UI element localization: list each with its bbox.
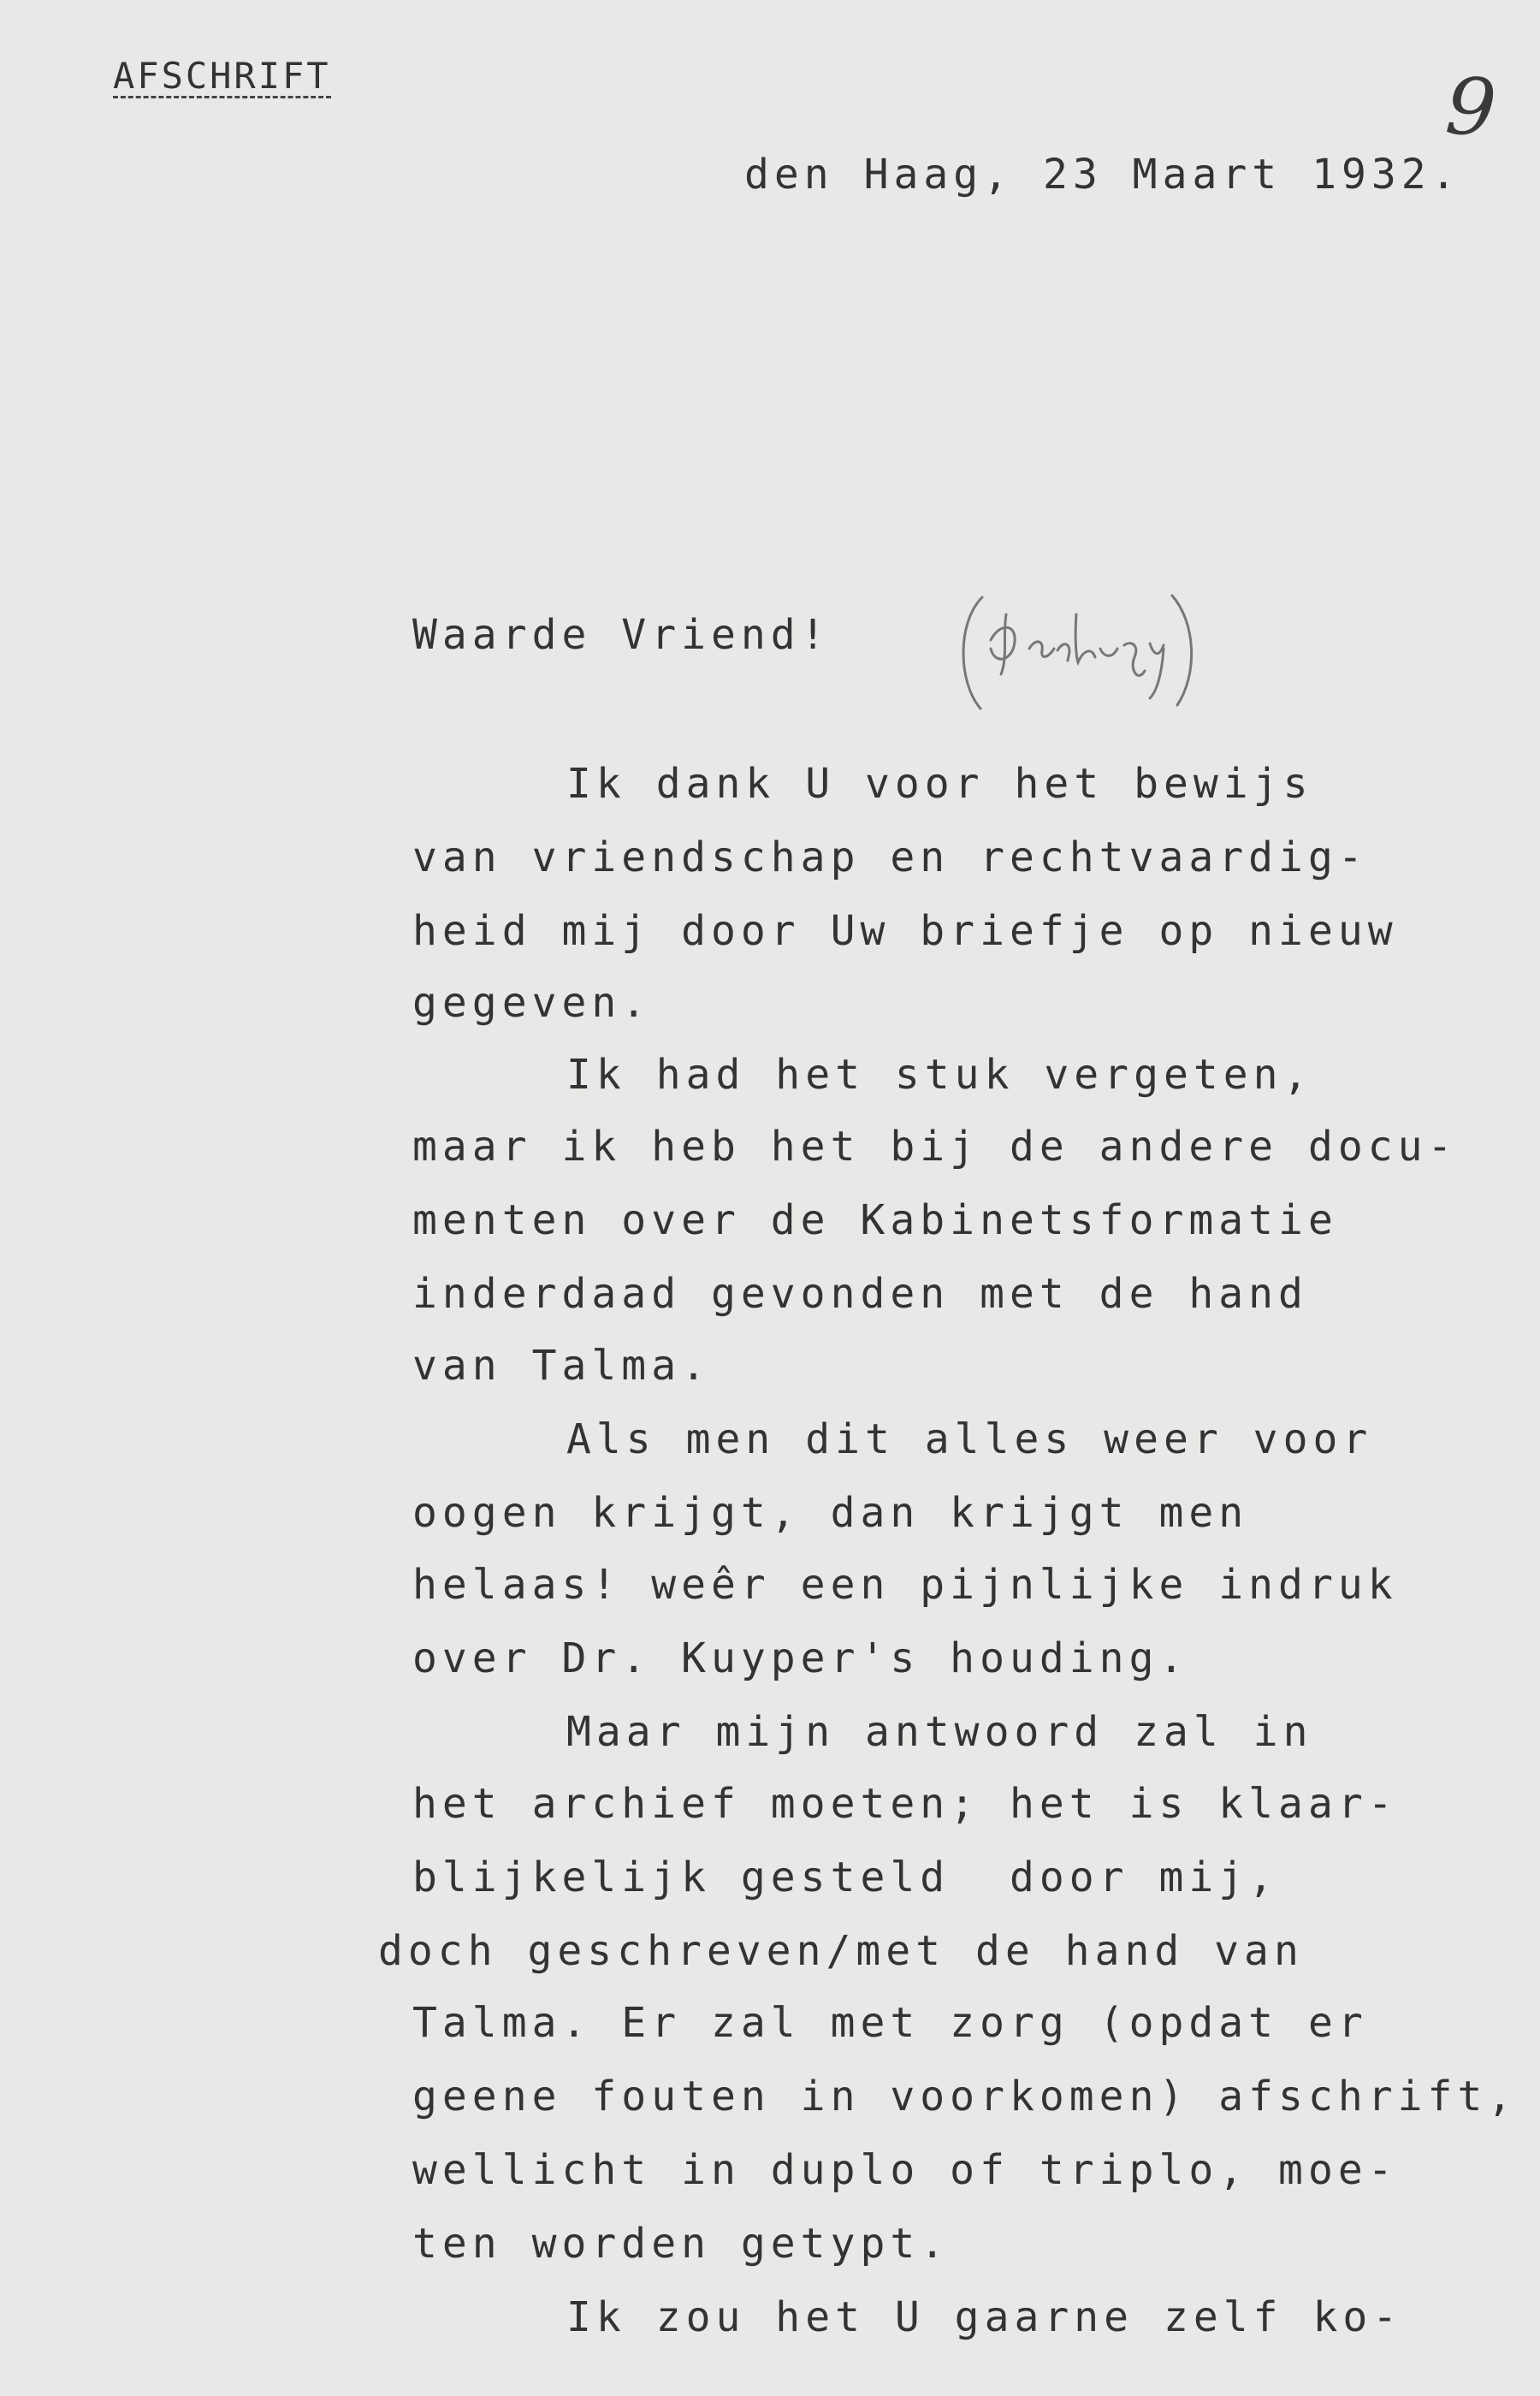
letter-line-17: doch geschreven/met de hand van: [378, 1927, 1304, 1975]
letter-line-3: heid mij door Uw briefje op nieuw: [412, 907, 1398, 955]
letter-line-10: Als men dit alles weer voor: [566, 1415, 1373, 1463]
letter-line-12: helaas! weêr een pijnlijke indruk: [412, 1561, 1398, 1609]
letter-line-6: maar ik heb het bij de andere docu-: [412, 1123, 1458, 1171]
letter-line-7: menten over de Kabinetsformatie: [412, 1196, 1338, 1244]
letter-line-18: Talma. Er zal met zorg (opdat er: [412, 1999, 1368, 2047]
letter-line-15: het archief moeten; het is klaar-: [412, 1780, 1398, 1828]
letter-line-2: van vriendschap en rechtvaardig-: [412, 833, 1368, 881]
letter-line-19: geene fouten in voorkomen) afschrift,: [412, 2073, 1518, 2120]
handwritten-annotation-icon: [948, 589, 1213, 717]
letter-line-9: van Talma.: [412, 1342, 711, 1390]
letter-line-21: ten worden getypt.: [412, 2220, 951, 2268]
letter-line-1: Ik dank U voor het bewijs: [566, 760, 1313, 808]
handwritten-page-number: 9: [1442, 60, 1500, 155]
letter-line-20: wellicht in duplo of triplo, moe-: [412, 2146, 1398, 2194]
letter-line-22: Ik zou het U gaarne zelf ko-: [566, 2293, 1403, 2341]
salutation: Waarde Vriend!: [412, 611, 831, 659]
letter-line-5: Ik had het stuk vergeten,: [566, 1051, 1313, 1099]
date-line: den Haag, 23 Maart 1932.: [744, 151, 1461, 199]
letter-line-13: over Dr. Kuyper's houding.: [412, 1634, 1189, 1682]
letter-line-4: gegeven.: [412, 979, 652, 1027]
letter-line-8: inderdaad gevonden met de hand: [412, 1270, 1308, 1318]
document-header-label: AFSCHRIFT: [113, 55, 331, 97]
letter-line-11: oogen krijgt, dan krijgt men: [412, 1489, 1249, 1537]
letter-line-14: Maar mijn antwoord zal in: [566, 1708, 1313, 1756]
letter-line-16: blijkelijk gesteld door mij,: [412, 1853, 1279, 1901]
